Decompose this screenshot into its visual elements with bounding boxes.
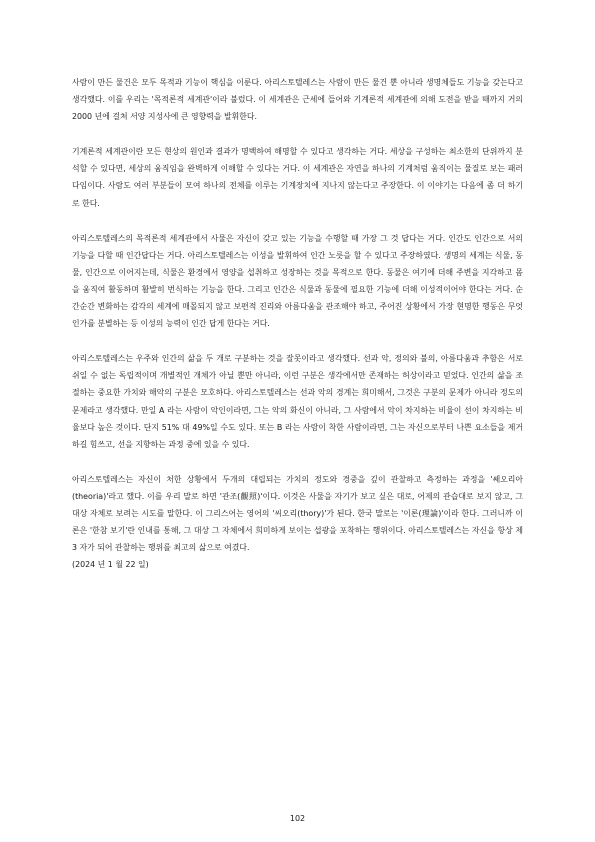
document-body	[72, 74, 523, 573]
paragraph-theoria: 아리스토텔레스는 자신이 처한 상황에서 두개의 대립되는 가치의 정도와 경중을 깊이 관찰하고 측정하는 과정을 '쎄오리아(theoria)'라고 했다. 이를 우리 말로 하면 '관조(觀照)'이다. 이것은 사물을 자기가 보고 싶은 대로, 어제의 관습대로 보지 않고, 그 대상 자체로 보려는 시도를 말한다. 이 그리스어는 영어의 '씨오리(thory)'가 된다. 한국 말로는 '이론(理論)'이라 한다. 그러니까 이론은 '한참 보기'란 인내를 통해, 그 대상 그 자체에서 희미하게 보이는 섭광을 포착하는 행위이다. 아리스토텔레스는 자신을 항상 제 3 자가 되어 관찰하는 행위를 최고의 삶으로 여겼다.	[72, 474, 523, 553]
paragraph-good-evil: 아리스토텔레스는 우주와 인간의 삶을 두 개로 구분하는 것을 잘못이라고 생각했다. 선과 악, 정의와 불의, 아름다움과 추함은 서로 쉬일 수 없는 독립적이며 개별적인 개체가 아닐 뿐만 아니라, 이런 구분은 생각에서만 존재하는 허상이라고 믿었다. 인간의 삶을 조절하는 중요한 가치와 해악의 구분은 모호하다. 아리스토텔레스는 선과 악의 경계는 희미해서, 그것은 구분의 문제가 아니라 정도의 문제라고 생각했다. 만일 A 라는 사람이 악인이라면, 그는 악의 화신이 아니라, 그 사람에서 악이 차지하는 비율이 선이 차지하는 비율보다 높은 것이다. 단지 51% 대 49%일 수도 있다. 또는 B 라는 사람이 착한 사람이라면, 그는 자신으로부터 나쁜 요소들을 제거하길 힘쓰고, 선을 지향하는 과정 중에 있을 수 있다.	[72, 354, 523, 449]
date-line: (2024 년 1 월 22 일)	[72, 560, 149, 570]
paragraph-function: 아리스토텔레스의 목적론적 세계관에서 사물은 자신이 갖고 있는 기능을 수행할 때 가장 그 것 답다는 거다. 인간도 인간으로 서의 기능을 다할 때 인간답다는 거다. 아리스토텔레스는 이성을 발휘하여 인간 노릇을 할 수 있다고 주장하였다. 생명의 세계는 식물, 동물, 인간으로 이어지는데, 식물은 환경에서 영양을 섭취하고 성장하는 것을 목적으로 한다. 동물은 여기에 더해 주변을 지각하고 몸을 움직여 활동하며 활발히 번식하는 기능을 한다. 그리고 인간은 식물과 동물에 필요한 기능에 더해 이성적이어야 한다는 거다. 순간순간 변화하는 감각의 세계에 매몰되지 않고 보편적 진리와 아름다움을 관조해야 하고, 주어진 상황에서 가장 현명한 행동은 무엇인가를 분별하는 등 이성의 능력이 인간 답게 한다는 거다.	[72, 233, 523, 329]
paragraph-mechanism: 기계론적 세계관이란 모든 현상의 원인과 결과가 명백하여 해명할 수 있다고 생각하는 거다. 세상을 구성하는 최소한의 단위까지 분석할 수 있다면, 세상의 움직임을 완벽하게 이해할 수 있다는 거다. 이 세계관은 자연을 하나의 기계처럼 움직이는 물질로 보는 패러다임이다. 사람도 여러 부분들이 모여 하나의 전체를 이루는 기계장치에 지나지 않는다고 주장한다. 이 이야기는 다음에 좀 더 하기로 한다.	[72, 147, 523, 208]
paragraph-purpose: 사람이 만든 물건은 모두 목적과 기능이 핵심을 이룬다. 아리스토텔레스는 사람이 만든 물건 뿐 아니라 생명체들도 기능을 갖는다고 생각했다. 이를 우리는 '목적론적 세계관'이라 불렀다. 이 세계관은 근세에 들어와 기계론적 세계관에 의해 도전을 받을 때까지 거의 2000 년에 걸쳐 서양 지성사에 큰 영향력을 발휘한다.	[72, 78, 523, 122]
page-number: 102	[289, 814, 306, 823]
